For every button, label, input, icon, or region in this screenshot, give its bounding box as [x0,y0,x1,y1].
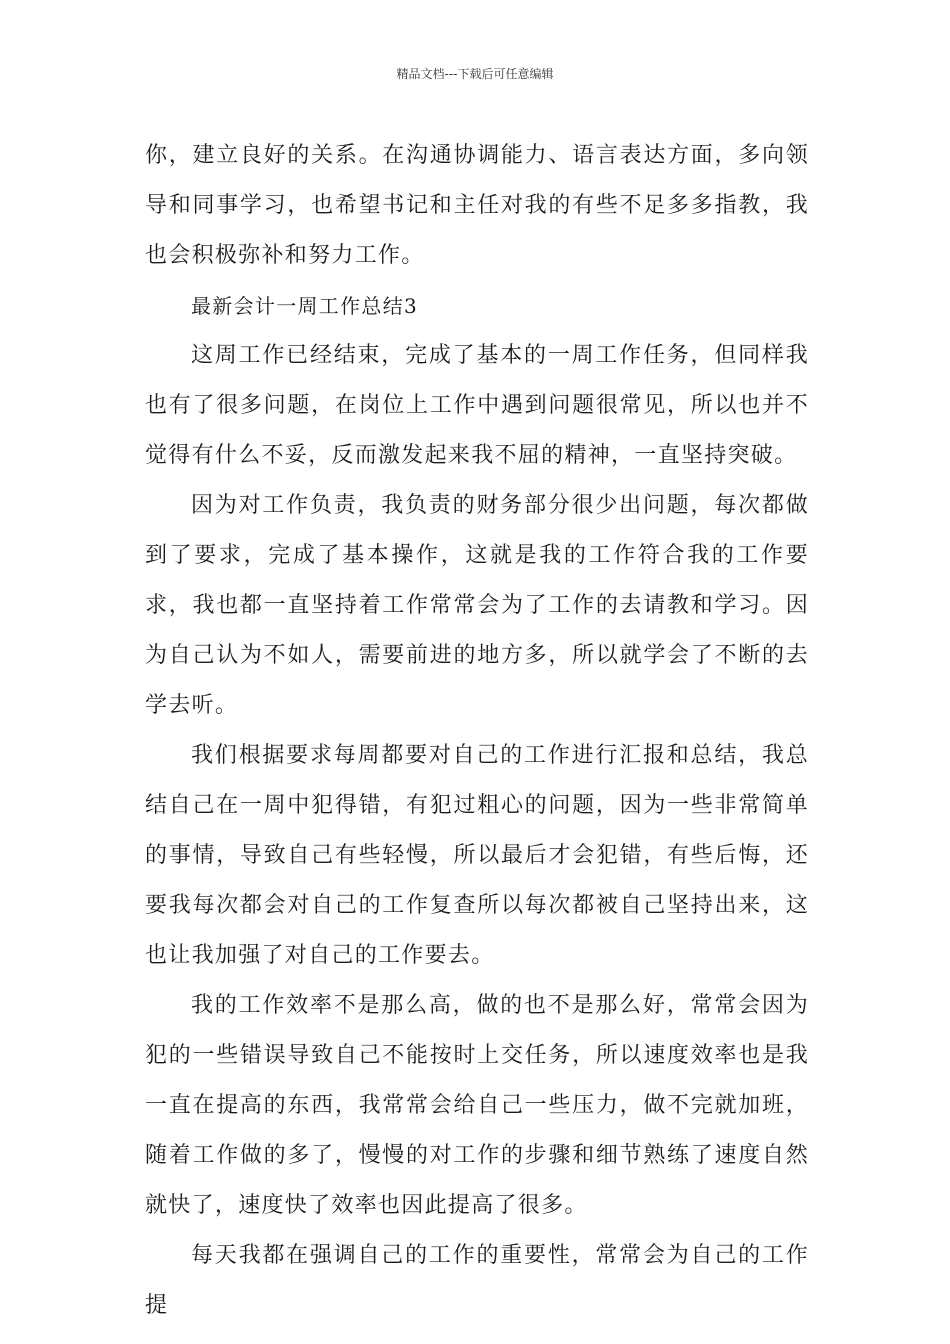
paragraph: 我的工作效率不是那么高，做的也不是那么好，常常会因为犯的一些错误导致自己不能按时上交任务，所以速度效率也是我一直在提高的东西，我常常会给自己一些压力，做不完就加班，随着工作做的多了，慢慢的对工作的步骤和细节熟练了速度自然就快了，速度快了效率也因此提高了很多。 [145,993,809,1218]
document-body [145,131,809,1331]
page-header: 精品文档---下载后可任意编辑 [396,67,554,81]
section-heading: 最新会计一周工作总结3 [191,294,419,318]
paragraph-truncated: 每天我都在强调自己的工作的重要性，常常会为自己的工作提 [145,1243,809,1318]
paragraph: 因为对工作负责，我负责的财务部分很少出问题，每次都做到了要求，完成了基本操作，这就是我的工作符合我的工作要求，我也都一直坚持着工作常常会为了工作的去请教和学习。因为自己认为不如人，需要前进的地方多，所以就学会了不断的去学去听。 [145,493,809,718]
paragraph-continuation: 你，建立良好的关系。在沟通协调能力、语言表达方面，多向领导和同事学习，也希望书记和主任对我的有些不足多多指教，我也会积极弥补和努力工作。 [145,143,809,268]
paragraph: 我们根据要求每周都要对自己的工作进行汇报和总结，我总结自己在一周中犯得错，有犯过粗心的问题，因为一些非常简单的事情，导致自己有些轻慢，所以最后才会犯错，有些后悔，还要我每次都会对自己的工作复查所以每次都被自己坚持出来，这也让我加强了对自己的工作要去。 [145,743,809,968]
paragraph: 这周工作已经结束，完成了基本的一周工作任务，但同样我也有了很多问题，在岗位上工作中遇到问题很常见，所以也并不觉得有什么不妥，反而激发起来我不屈的精神，一直坚持突破。 [145,343,809,468]
